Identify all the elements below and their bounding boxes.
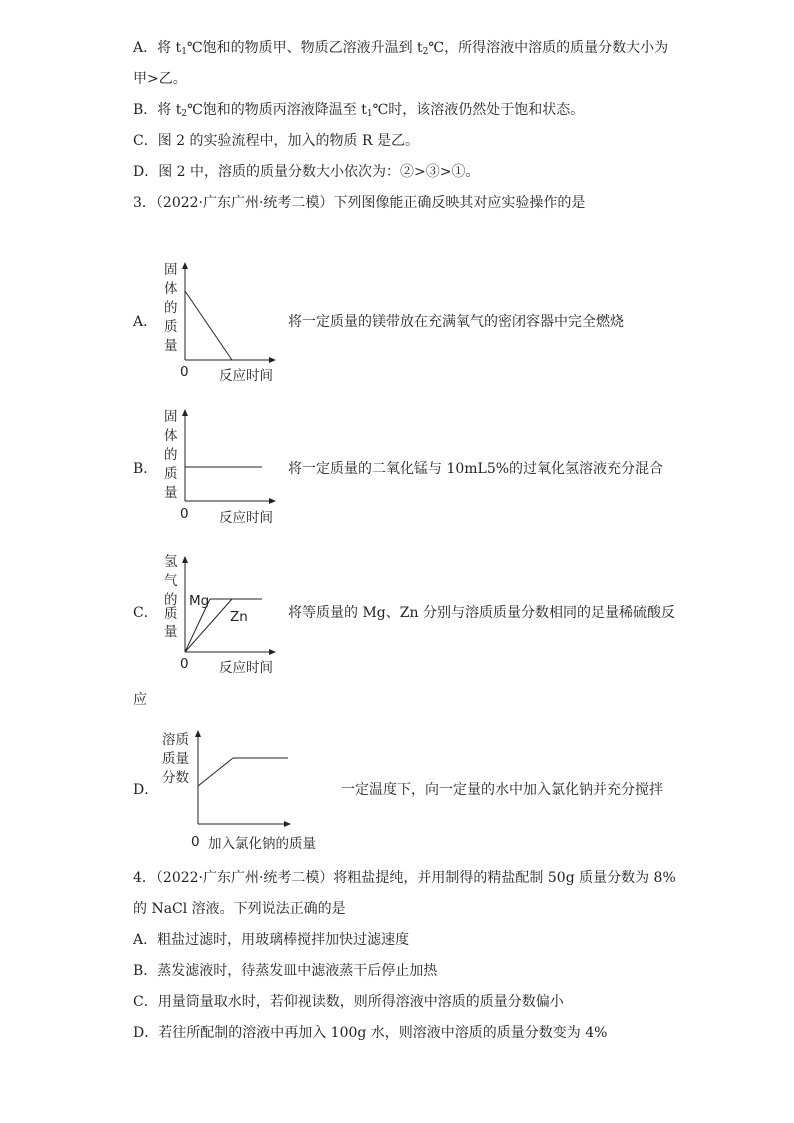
q3-option-d-graph	[158, 726, 348, 856]
q4-stem-line2: 的 NaCl 溶液。下列说法正确的是	[133, 901, 346, 917]
ylabel-char: 气	[164, 573, 178, 589]
q3-option-c-graph	[160, 552, 290, 682]
q4-option-c: C．用量筒量取水时，若仰视读数，则所得溶液中溶质的质量分数偏小	[133, 994, 564, 1010]
ylabel-char: 质	[164, 606, 178, 622]
x-axis-label: 反应时间	[219, 368, 273, 384]
q3-option-c-description: 将等质量的 Mg、Zn 分别与溶质质量分数相同的足量稀硫酸反	[288, 605, 675, 621]
ylabel-char: 量	[164, 624, 178, 640]
q4-stem-line1: 4．（2022·广东广州·统考二模）将粗盐提纯，并用制得的精盐配制 50g 质量分数为 8%	[133, 870, 676, 886]
x-axis-arrow	[284, 821, 291, 827]
series-label-mg: Mg	[189, 593, 210, 609]
q3-option-c-letter: C．	[133, 605, 158, 621]
series-line	[185, 291, 232, 360]
ylabel-char: 的	[164, 447, 178, 463]
origin-label: 0	[180, 506, 189, 522]
ylabel-char: 量	[164, 338, 178, 354]
q2-option-a-line2: 甲>乙。	[133, 71, 187, 87]
q3-option-a-letter: A．	[133, 314, 158, 330]
y-axis-arrow	[182, 556, 188, 563]
origin-label: 0	[191, 834, 200, 850]
q3-option-a-graph	[160, 258, 290, 388]
x-axis-arrow	[269, 498, 276, 504]
ylabel-char: 氢	[164, 554, 178, 570]
ylabel-char: 质	[164, 319, 178, 335]
q3-stem: 3．（2022·广东广州·统考二模）下列图像能正确反映其对应实验操作的是	[133, 195, 586, 211]
ylabel-char: 质	[164, 466, 178, 482]
y-axis-arrow	[195, 730, 201, 737]
x-axis-label: 反应时间	[219, 660, 273, 676]
q3-option-b-description: 将一定质量的二氧化锰与 10mL5%的过氧化氢溶液充分混合	[288, 461, 664, 477]
ylabel-char: 固	[164, 409, 178, 425]
q3-option-c-description-continued: 应	[133, 692, 147, 708]
series-line-rise	[198, 758, 233, 786]
y-axis-arrow	[182, 262, 188, 269]
x-axis-arrow	[269, 649, 276, 655]
q3-option-d-letter: D．	[133, 782, 159, 798]
ylabel-char: 体	[164, 281, 178, 297]
q2-option-c: C．图 2 的实验流程中，加入的物质 R 是乙。	[133, 133, 419, 149]
q2-option-a-line1: A．将 $t_1℃$饱和的物质甲、物质乙溶液升温到 $t_2℃$，所得溶液中溶质的质量分数大小为	[133, 40, 669, 57]
x-axis-label: 加入氯化钠的质量	[208, 836, 316, 852]
ylabel-line: 分数	[162, 770, 189, 786]
origin-label: 0	[180, 364, 189, 380]
q2-option-b: B．将 $t_2℃$饱和的物质丙溶液降温至 $t_1℃$时，该溶液仍然处于饱和状态。	[133, 102, 585, 119]
q3-option-b-letter: B．	[133, 461, 158, 477]
ylabel-char: 固	[164, 262, 178, 278]
origin-label: 0	[180, 656, 189, 672]
ylabel-line: 溶质	[162, 732, 189, 748]
ylabel-char: 量	[164, 485, 178, 501]
ylabel-char: 的	[164, 592, 178, 608]
ylabel-line: 质量	[162, 751, 189, 767]
q4-option-b: B．蒸发滤液时，待蒸发皿中滤液蒸干后停止加热	[133, 963, 438, 979]
x-axis-label: 反应时间	[219, 510, 273, 526]
q3-option-d-description: 一定温度下，向一定量的水中加入氯化钠并充分搅拌	[341, 782, 663, 798]
series-label-zn: Zn	[230, 609, 248, 625]
y-axis-arrow	[182, 409, 188, 416]
q3-option-b-graph	[160, 405, 290, 535]
ylabel-char: 体	[164, 428, 178, 444]
ylabel-char: 的	[164, 300, 178, 316]
q4-option-d: D．若往所配制的溶液中再加入 100g 水，则溶液中溶质的质量分数变为 4%	[133, 1025, 608, 1041]
q3-option-a-description: 将一定质量的镁带放在充满氧气的密闭容器中完全燃烧	[288, 314, 624, 330]
x-axis-arrow	[269, 357, 276, 363]
q2-option-d: D．图 2 中，溶质的质量分数大小依次为：②>③>①。	[133, 164, 480, 180]
q4-option-a: A．粗盐过滤时，用玻璃棒搅拌加快过滤速度	[133, 932, 410, 948]
